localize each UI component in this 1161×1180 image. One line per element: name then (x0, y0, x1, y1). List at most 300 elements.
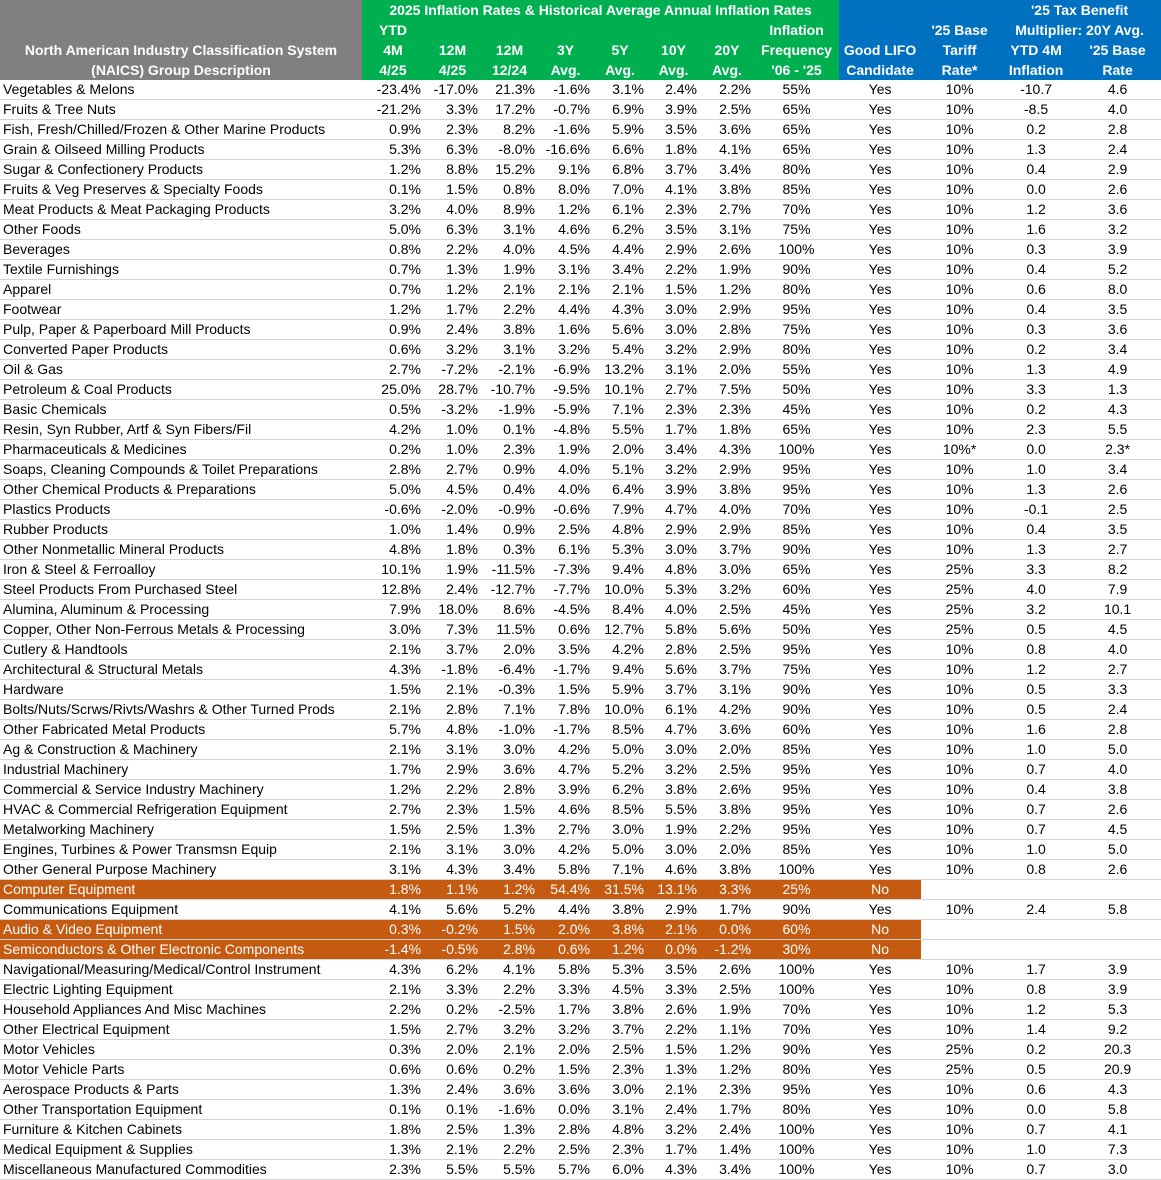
cell-ytd-4m: 2.2% (362, 1000, 424, 1020)
cell-base-tariff-rate: 9.2 (1074, 1020, 1161, 1040)
cell-12m-apr: 28.7% (424, 380, 481, 400)
cell-20y-avg: 1.9% (700, 260, 754, 280)
header-blank (839, 0, 921, 20)
cell-12m-dec: 3.2% (481, 1020, 538, 1040)
cell-tariff-rate: 25% (921, 580, 998, 600)
cell-20y-avg: 2.2% (700, 820, 754, 840)
cell-tariff-rate: 10% (921, 180, 998, 200)
col-10y-avg: Avg. (647, 60, 700, 80)
cell-12m-apr: 18.0% (424, 600, 481, 620)
cell-good-lifo: Yes (839, 120, 921, 140)
cell-desc: Fruits & Veg Preserves & Specialty Foods (0, 180, 362, 200)
table-row (0, 960, 1161, 980)
cell-desc: Plastics Products (0, 500, 362, 520)
cell-3y-avg: -1.6% (538, 120, 593, 140)
cell-5y-avg: 12.7% (593, 620, 647, 640)
cell-good-lifo: Yes (839, 380, 921, 400)
table-row (0, 760, 1161, 780)
cell-10y-avg: 5.8% (647, 620, 700, 640)
cell-good-lifo: Yes (839, 860, 921, 880)
tariff-header-1: '25 Base (921, 20, 998, 40)
cell-20y-avg: 2.0% (700, 740, 754, 760)
table-body (0, 80, 1161, 1180)
cell-good-lifo: Yes (839, 220, 921, 240)
cell-5y-avg: 4.8% (593, 520, 647, 540)
cell-ytd-inflation: 0.7 (998, 1120, 1074, 1140)
cell-5y-avg: 8.5% (593, 720, 647, 740)
cell-5y-avg: 2.3% (593, 1060, 647, 1080)
table-row (0, 640, 1161, 660)
cell-good-lifo: Yes (839, 520, 921, 540)
cell-20y-avg: 3.4% (700, 1160, 754, 1180)
cell-tariff-rate: 10% (921, 1080, 998, 1100)
cell-base-tariff-rate: 5.0 (1074, 840, 1161, 860)
inflation-group-header: 2025 Inflation Rates & Historical Average Annual Inflation Rates (362, 0, 839, 20)
cell-tariff-rate: 25% (921, 560, 998, 580)
cell-ytd-inflation: 0.7 (998, 1160, 1074, 1180)
cell-ytd-4m: 0.9% (362, 120, 424, 140)
cell-3y-avg: -7.7% (538, 580, 593, 600)
cell-ytd-4m: 2.7% (362, 360, 424, 380)
cell-10y-avg: 3.5% (647, 220, 700, 240)
cell-5y-avg: 5.2% (593, 760, 647, 780)
cell-20y-avg: 3.7% (700, 540, 754, 560)
cell-ytd-4m: 0.3% (362, 920, 424, 940)
cell-ytd-inflation: 0.7 (998, 800, 1074, 820)
cell-ytd-4m: 5.3% (362, 140, 424, 160)
cell-20y-avg: 2.3% (700, 400, 754, 420)
cell-ytd-4m: 25.0% (362, 380, 424, 400)
cell-12m-dec: -1.9% (481, 400, 538, 420)
cell-desc: Audio & Video Equipment (0, 920, 362, 940)
cell-12m-dec: -1.0% (481, 720, 538, 740)
cell-tariff-rate: 10% (921, 500, 998, 520)
cell-inflation-frequency: 70% (754, 200, 839, 220)
cell-base-tariff-rate: 5.8 (1074, 900, 1161, 920)
cell-base-tariff-rate: 4.5 (1074, 620, 1161, 640)
cell-good-lifo: Yes (839, 1120, 921, 1140)
cell-tariff-rate: 10% (921, 280, 998, 300)
cell-5y-avg: 3.1% (593, 1100, 647, 1120)
cell-12m-apr: 2.2% (424, 240, 481, 260)
cell-20y-avg: 1.4% (700, 1140, 754, 1160)
cell-good-lifo: Yes (839, 760, 921, 780)
table-row (0, 820, 1161, 840)
cell-tariff-rate: 25% (921, 620, 998, 640)
cell-good-lifo: Yes (839, 1080, 921, 1100)
cell-inflation-frequency: 65% (754, 120, 839, 140)
ytd-header: YTD (362, 20, 424, 40)
cell-inflation-frequency: 70% (754, 500, 839, 520)
cell-5y-avg: 6.2% (593, 780, 647, 800)
cell-20y-avg: 2.6% (700, 780, 754, 800)
cell-12m-apr: 2.4% (424, 1080, 481, 1100)
cell-3y-avg: 3.6% (538, 1080, 593, 1100)
cell-20y-avg: 2.6% (700, 240, 754, 260)
cell-tariff-rate: 25% (921, 1040, 998, 1060)
cell-ytd-inflation: 3.3 (998, 560, 1074, 580)
table-row (0, 180, 1161, 200)
cell-10y-avg: 3.7% (647, 160, 700, 180)
cell-ytd-inflation: 1.2 (998, 1000, 1074, 1020)
cell-10y-avg: 2.3% (647, 200, 700, 220)
cell-ytd-inflation: 0.4 (998, 520, 1074, 540)
cell-good-lifo: Yes (839, 620, 921, 640)
table-row (0, 500, 1161, 520)
cell-12m-apr: 3.2% (424, 340, 481, 360)
cell-ytd-inflation: 0.8 (998, 860, 1074, 880)
cell-good-lifo: Yes (839, 680, 921, 700)
cell-inflation-frequency: 95% (754, 760, 839, 780)
cell-inflation-frequency: 90% (754, 260, 839, 280)
cell-good-lifo: Yes (839, 660, 921, 680)
cell-12m-dec: 3.1% (481, 340, 538, 360)
cell-ytd-inflation: 0.7 (998, 820, 1074, 840)
cell-12m-dec: -10.7% (481, 380, 538, 400)
cell-desc: Fish, Fresh/Chilled/Frozen & Other Marine Products (0, 120, 362, 140)
cell-desc: Motor Vehicle Parts (0, 1060, 362, 1080)
cell-ytd-4m: 2.7% (362, 800, 424, 820)
cell-5y-avg: 6.4% (593, 480, 647, 500)
cell-good-lifo: Yes (839, 360, 921, 380)
cell-desc: Pharmaceuticals & Medicines (0, 440, 362, 460)
cell-5y-avg: 3.8% (593, 920, 647, 940)
table-row (0, 540, 1161, 560)
cell-ytd-4m: 7.9% (362, 600, 424, 620)
cell-inflation-frequency: 45% (754, 400, 839, 420)
cell-good-lifo: Yes (839, 1140, 921, 1160)
cell-ytd-4m: 1.0% (362, 520, 424, 540)
cell-20y-avg: 2.9% (700, 520, 754, 540)
table-row (0, 720, 1161, 740)
cell-desc: Meat Products & Meat Packaging Products (0, 200, 362, 220)
cell-5y-avg: 4.3% (593, 300, 647, 320)
cell-base-tariff-rate (1074, 920, 1161, 940)
cell-base-tariff-rate: 4.6 (1074, 80, 1161, 100)
cell-ytd-4m: 4.3% (362, 660, 424, 680)
cell-12m-apr: 6.3% (424, 140, 481, 160)
cell-12m-apr: 1.0% (424, 440, 481, 460)
cell-tariff-rate: 10% (921, 80, 998, 100)
cell-10y-avg: 4.7% (647, 720, 700, 740)
cell-10y-avg: 2.3% (647, 400, 700, 420)
cell-desc: Bolts/Nuts/Scrws/Rivts/Washrs & Other Turned Prods (0, 700, 362, 720)
cell-ytd-inflation: 0.0 (998, 180, 1074, 200)
cell-12m-dec: 8.6% (481, 600, 538, 620)
header-blank (0, 0, 362, 20)
cell-10y-avg: 5.6% (647, 660, 700, 680)
cell-ytd-inflation: -10.7 (998, 80, 1074, 100)
cell-base-tariff-rate: 5.2 (1074, 260, 1161, 280)
table-row (0, 340, 1161, 360)
table-row (0, 460, 1161, 480)
header-blank (921, 0, 998, 20)
cell-ytd-4m: 0.6% (362, 1060, 424, 1080)
cell-10y-avg: 6.1% (647, 700, 700, 720)
cell-tariff-rate: 10% (921, 740, 998, 760)
cell-good-lifo: Yes (839, 640, 921, 660)
cell-12m-dec: 4.0% (481, 240, 538, 260)
tariff-header-3: Rate* (921, 60, 998, 80)
cell-20y-avg: 2.8% (700, 320, 754, 340)
cell-good-lifo: Yes (839, 740, 921, 760)
cell-12m-dec: 0.4% (481, 480, 538, 500)
cell-good-lifo: Yes (839, 540, 921, 560)
cell-10y-avg: 1.7% (647, 420, 700, 440)
cell-desc: Basic Chemicals (0, 400, 362, 420)
header-blank (0, 20, 362, 40)
cell-inflation-frequency: 90% (754, 700, 839, 720)
cell-10y-avg: 1.5% (647, 1040, 700, 1060)
cell-good-lifo: Yes (839, 960, 921, 980)
cell-ytd-inflation: 0.2 (998, 400, 1074, 420)
cell-12m-apr: -3.2% (424, 400, 481, 420)
cell-desc: Ag & Construction & Machinery (0, 740, 362, 760)
cell-10y-avg: 4.6% (647, 860, 700, 880)
cell-20y-avg: 1.2% (700, 1060, 754, 1080)
col-10y-header: 10Y (647, 40, 700, 60)
table-row (0, 880, 1161, 900)
cell-tariff-rate: 10% (921, 680, 998, 700)
cell-20y-avg: 1.9% (700, 1000, 754, 1020)
cell-3y-avg: 0.0% (538, 1100, 593, 1120)
table-row (0, 600, 1161, 620)
cell-20y-avg: 7.5% (700, 380, 754, 400)
cell-12m-dec: 1.5% (481, 920, 538, 940)
cell-ytd-inflation: 3.2 (998, 600, 1074, 620)
table-row (0, 200, 1161, 220)
cell-12m-dec: -6.4% (481, 660, 538, 680)
cell-desc: Miscellaneous Manufactured Commodities (0, 1160, 362, 1180)
cell-ytd-inflation (998, 940, 1074, 960)
cell-12m-dec: 2.3% (481, 440, 538, 460)
cell-inflation-frequency: 75% (754, 660, 839, 680)
cell-12m-apr: -17.0% (424, 80, 481, 100)
cell-20y-avg: 2.5% (700, 640, 754, 660)
tax-benefit-header-2: Multiplier: 20Y Avg. (998, 20, 1161, 40)
cell-12m-apr: 8.8% (424, 160, 481, 180)
cell-inflation-frequency: 100% (754, 240, 839, 260)
cell-desc: Other Electrical Equipment (0, 1020, 362, 1040)
base-tariff-header-1: '25 Base (1074, 40, 1161, 60)
cell-5y-avg: 2.3% (593, 1140, 647, 1160)
cell-10y-avg: 3.5% (647, 120, 700, 140)
cell-base-tariff-rate: 3.4 (1074, 340, 1161, 360)
cell-inflation-frequency: 65% (754, 420, 839, 440)
cell-5y-avg: 9.4% (593, 660, 647, 680)
table-row (0, 120, 1161, 140)
cell-3y-avg: -4.8% (538, 420, 593, 440)
cell-10y-avg: 2.4% (647, 80, 700, 100)
cell-inflation-frequency: 65% (754, 560, 839, 580)
cell-12m-apr: 2.7% (424, 460, 481, 480)
cell-base-tariff-rate: 8.2 (1074, 560, 1161, 580)
cell-5y-avg: 6.9% (593, 100, 647, 120)
cell-ytd-4m: 0.8% (362, 240, 424, 260)
cell-5y-avg: 7.1% (593, 860, 647, 880)
table-row (0, 920, 1161, 940)
cell-good-lifo: Yes (839, 240, 921, 260)
cell-20y-avg: 3.4% (700, 160, 754, 180)
ytd4m-header-2: Inflation (998, 60, 1074, 80)
cell-inflation-frequency: 95% (754, 1080, 839, 1100)
cell-3y-avg: -0.7% (538, 100, 593, 120)
cell-ytd-inflation: 1.2 (998, 200, 1074, 220)
cell-ytd-4m: 0.5% (362, 400, 424, 420)
cell-12m-apr: 1.1% (424, 880, 481, 900)
ytd4m-header-1: YTD 4M (998, 40, 1074, 60)
cell-tariff-rate: 10% (921, 240, 998, 260)
cell-12m-apr: 4.3% (424, 860, 481, 880)
cell-good-lifo: Yes (839, 100, 921, 120)
cell-ytd-4m: 0.9% (362, 320, 424, 340)
cell-12m-dec: -0.3% (481, 680, 538, 700)
cell-12m-apr: 4.8% (424, 720, 481, 740)
cell-10y-avg: 3.0% (647, 300, 700, 320)
cell-20y-avg: 3.1% (700, 220, 754, 240)
cell-tariff-rate: 10% (921, 200, 998, 220)
cell-ytd-4m: 1.8% (362, 880, 424, 900)
cell-base-tariff-rate: 3.5 (1074, 520, 1161, 540)
cell-10y-avg: 3.4% (647, 440, 700, 460)
cell-desc: Beverages (0, 240, 362, 260)
cell-10y-avg: 1.9% (647, 820, 700, 840)
cell-3y-avg: 0.6% (538, 940, 593, 960)
cell-base-tariff-rate: 2.5 (1074, 500, 1161, 520)
cell-tariff-rate: 10% (921, 900, 998, 920)
cell-20y-avg: 2.4% (700, 1120, 754, 1140)
cell-12m-dec: 8.2% (481, 120, 538, 140)
cell-base-tariff-rate: 7.3 (1074, 1140, 1161, 1160)
cell-5y-avg: 2.0% (593, 440, 647, 460)
table-row (0, 240, 1161, 260)
cell-10y-avg: 3.9% (647, 480, 700, 500)
cell-base-tariff-rate: 3.0 (1074, 1160, 1161, 1180)
cell-inflation-frequency: 65% (754, 140, 839, 160)
cell-20y-avg: 2.3% (700, 1080, 754, 1100)
cell-ytd-inflation: 1.0 (998, 840, 1074, 860)
cell-12m-apr: 4.0% (424, 200, 481, 220)
cell-12m-apr: 1.4% (424, 520, 481, 540)
table-row (0, 260, 1161, 280)
cell-tariff-rate: 10% (921, 840, 998, 860)
cell-tariff-rate: 10% (921, 760, 998, 780)
cell-20y-avg: 3.8% (700, 860, 754, 880)
cell-good-lifo: Yes (839, 1000, 921, 1020)
cell-3y-avg: 4.2% (538, 840, 593, 860)
cell-3y-avg: 2.1% (538, 280, 593, 300)
cell-tariff-rate: 10% (921, 1000, 998, 1020)
cell-3y-avg: -5.9% (538, 400, 593, 420)
cell-5y-avg: 31.5% (593, 880, 647, 900)
cell-ytd-4m: 2.8% (362, 460, 424, 480)
cell-inflation-frequency: 55% (754, 360, 839, 380)
cell-ytd-inflation: 1.3 (998, 480, 1074, 500)
col-20y-header: 20Y (700, 40, 754, 60)
cell-base-tariff-rate: 4.0 (1074, 640, 1161, 660)
cell-ytd-inflation: 0.6 (998, 1080, 1074, 1100)
cell-5y-avg: 7.0% (593, 180, 647, 200)
cell-20y-avg: 2.9% (700, 300, 754, 320)
cell-inflation-frequency: 75% (754, 320, 839, 340)
cell-inflation-frequency: 100% (754, 1160, 839, 1180)
cell-3y-avg: 5.8% (538, 860, 593, 880)
cell-good-lifo: Yes (839, 560, 921, 580)
cell-10y-avg: 2.2% (647, 260, 700, 280)
cell-good-lifo: Yes (839, 500, 921, 520)
cell-3y-avg: 7.8% (538, 700, 593, 720)
cell-20y-avg: 1.2% (700, 1040, 754, 1060)
col-12m-header: 12M (424, 40, 481, 60)
cell-5y-avg: 13.2% (593, 360, 647, 380)
col-3y-avg: Avg. (538, 60, 593, 80)
cell-ytd-inflation: 0.4 (998, 260, 1074, 280)
cell-12m-apr: 2.4% (424, 320, 481, 340)
cell-good-lifo: Yes (839, 600, 921, 620)
cell-20y-avg: 2.2% (700, 80, 754, 100)
cell-desc: Engines, Turbines & Power Transmsn Equip (0, 840, 362, 860)
cell-20y-avg: 1.1% (700, 1020, 754, 1040)
cell-desc: Other Chemical Products & Preparations (0, 480, 362, 500)
cell-desc: Cutlery & Handtools (0, 640, 362, 660)
tax-benefit-header: '25 Tax Benefit (998, 0, 1161, 20)
table-row (0, 1120, 1161, 1140)
cell-good-lifo: Yes (839, 200, 921, 220)
cell-ytd-inflation: 2.4 (998, 900, 1074, 920)
cell-12m-dec: -2.1% (481, 360, 538, 380)
cell-inflation-frequency: 95% (754, 460, 839, 480)
cell-base-tariff-rate: 1.3 (1074, 380, 1161, 400)
cell-5y-avg: 10.1% (593, 380, 647, 400)
cell-ytd-4m: 1.5% (362, 1020, 424, 1040)
cell-ytd-4m: 1.2% (362, 780, 424, 800)
cell-good-lifo: Yes (839, 400, 921, 420)
cell-base-tariff-rate: 5.0 (1074, 740, 1161, 760)
cell-ytd-inflation: 0.5 (998, 700, 1074, 720)
cell-12m-apr: 2.2% (424, 780, 481, 800)
cell-desc: Petroleum & Coal Products (0, 380, 362, 400)
cell-ytd-4m: -21.2% (362, 100, 424, 120)
cell-3y-avg: 3.1% (538, 260, 593, 280)
table-row (0, 580, 1161, 600)
table-row (0, 560, 1161, 580)
cell-ytd-inflation: 1.6 (998, 720, 1074, 740)
cell-good-lifo: No (839, 880, 921, 900)
cell-base-tariff-rate: 3.9 (1074, 240, 1161, 260)
cell-base-tariff-rate (1074, 880, 1161, 900)
cell-12m-apr: 1.8% (424, 540, 481, 560)
cell-10y-avg: 2.9% (647, 520, 700, 540)
cell-desc: Other Fabricated Metal Products (0, 720, 362, 740)
table-row (0, 800, 1161, 820)
cell-20y-avg: 4.2% (700, 700, 754, 720)
cell-12m-dec: -2.5% (481, 1000, 538, 1020)
cell-12m-apr: 6.3% (424, 220, 481, 240)
cell-12m-apr: 3.7% (424, 640, 481, 660)
cell-20y-avg: 1.7% (700, 1100, 754, 1120)
cell-desc: Computer Equipment (0, 880, 362, 900)
cell-ytd-4m: 12.8% (362, 580, 424, 600)
cell-base-tariff-rate: 2.8 (1074, 120, 1161, 140)
cell-ytd-inflation: 0.0 (998, 440, 1074, 460)
cell-10y-avg: 1.3% (647, 1060, 700, 1080)
cell-tariff-rate: 10% (921, 640, 998, 660)
cell-3y-avg: 3.5% (538, 640, 593, 660)
cell-good-lifo: Yes (839, 320, 921, 340)
cell-base-tariff-rate: 3.4 (1074, 460, 1161, 480)
cell-3y-avg: -4.5% (538, 600, 593, 620)
col-20y-avg: Avg. (700, 60, 754, 80)
